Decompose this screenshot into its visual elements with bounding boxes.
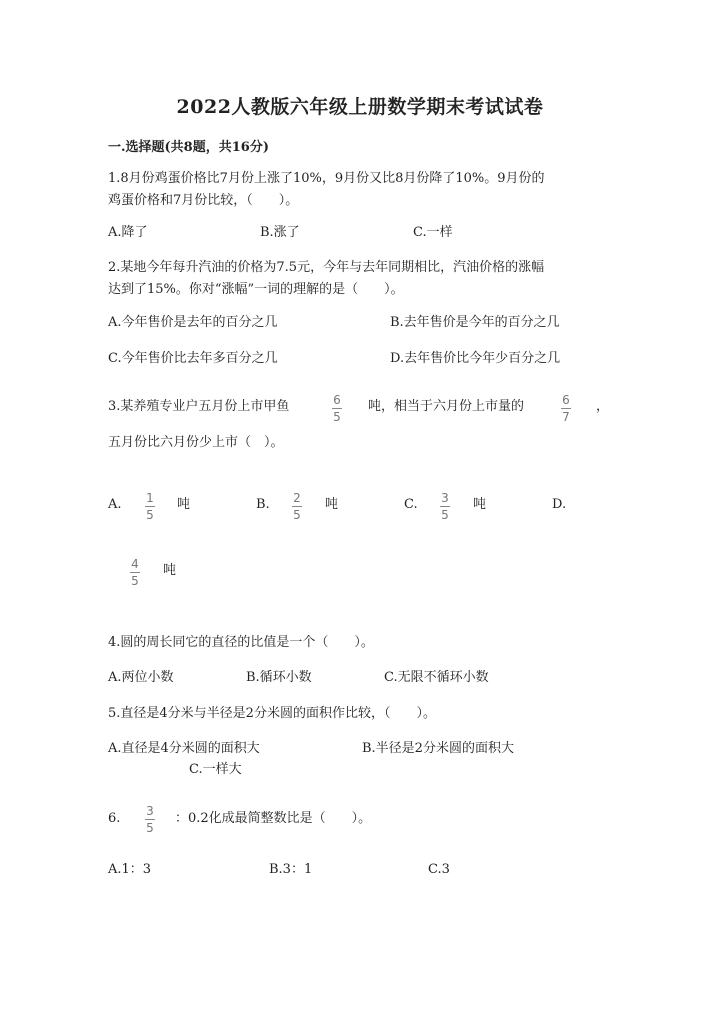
- q2-option-c[interactable]: C.今年售价比去年多百分之几: [108, 351, 278, 366]
- fraction-denominator: 5: [293, 508, 301, 522]
- q3-option-d-unit: 吨: [163, 563, 177, 578]
- q3-option-a-unit: 吨: [177, 497, 191, 512]
- q1-option-c[interactable]: C.一样: [413, 225, 453, 240]
- q5-option-c[interactable]: C.一样大: [189, 762, 242, 777]
- q2-text-line1: 2.某地今年每升汽油的价格为7.5元，今年与去年同期相比，汽油价格的涨幅: [108, 260, 545, 275]
- q2-option-b[interactable]: B.去年售价是今年的百分之几: [390, 315, 560, 330]
- q6-option-b[interactable]: B.3：1: [269, 862, 313, 877]
- fraction-bar: [561, 408, 571, 409]
- q3-option-b-unit: 吨: [325, 497, 339, 512]
- fraction-denominator: 5: [441, 508, 449, 522]
- q4-text: 4.圆的周长同它的直径的比值是一个（ ）。: [108, 635, 374, 650]
- q1-text-line2: 鸡蛋价格和7月份比较，（ ）。: [108, 193, 299, 208]
- q4-option-b[interactable]: B.循环小数: [246, 670, 312, 685]
- q3-option-b-label[interactable]: B.: [256, 497, 270, 512]
- q3-option-c-label[interactable]: C.: [404, 497, 418, 512]
- q2-option-a[interactable]: A.今年售价是去年的百分之几: [108, 315, 278, 330]
- fraction-bar: [292, 506, 302, 507]
- q6-option-a[interactable]: A.1：3: [108, 862, 152, 877]
- fraction-numerator: 4: [131, 557, 139, 571]
- fraction-numerator: 1: [146, 491, 154, 505]
- q1-text-line1: 1.8月份鸡蛋价格比7月份上涨了10%，9月份又比8月份降了10%。9月份的: [108, 171, 545, 186]
- q3-fraction-six-fifths: [332, 393, 342, 424]
- q4-option-c[interactable]: C.无限不循环小数: [384, 670, 489, 685]
- fraction-numerator: 6: [333, 393, 341, 407]
- q1-option-b[interactable]: B.涨了: [260, 225, 300, 240]
- fraction-denominator: 5: [146, 508, 154, 522]
- fraction-bar: [332, 408, 342, 409]
- q2-option-d[interactable]: D.去年售价比今年少百分之几: [390, 351, 561, 366]
- q6-fraction-three-fifths: [145, 804, 155, 835]
- q1-option-a[interactable]: A.降了: [108, 225, 148, 240]
- fraction-numerator: 6: [562, 393, 570, 407]
- q3-text-line2: 五月份比六月份少上市（ ）。: [108, 435, 284, 450]
- q3-option-c-fraction: [440, 491, 450, 522]
- q3-option-a-label[interactable]: A.: [108, 497, 122, 512]
- q3-option-d-label[interactable]: D.: [552, 497, 567, 512]
- section-heading: 一.选择题(共8题，共16分): [108, 140, 269, 155]
- fraction-bar: [440, 506, 450, 507]
- page-title: 2022人教版六年级上册数学期末考试试卷: [176, 96, 544, 118]
- q5-option-a[interactable]: A.直径是4分米圆的面积大: [108, 741, 260, 756]
- fraction-denominator: 5: [146, 821, 154, 835]
- q6-text: ：0.2化成最简整数比是（ ）。: [175, 811, 372, 826]
- fraction-denominator: 5: [131, 574, 139, 588]
- fraction-numerator: 2: [293, 491, 301, 505]
- fraction-numerator: 3: [441, 491, 449, 505]
- fraction-bar: [145, 819, 155, 820]
- q3-text-part1: 3.某养殖专业户五月份上市甲鱼: [108, 399, 290, 414]
- q6-option-c[interactable]: C.3: [428, 862, 450, 877]
- q4-option-a[interactable]: A.两位小数: [108, 670, 174, 685]
- q2-text-line2: 达到了15%。你对“涨幅”一词的理解的是（ ）。: [108, 282, 404, 297]
- fraction-denominator: 5: [333, 410, 341, 424]
- q3-option-c-unit: 吨: [473, 497, 487, 512]
- fraction-numerator: 3: [146, 804, 154, 818]
- q3-option-a-fraction: [145, 491, 155, 522]
- fraction-denominator: 7: [562, 410, 570, 424]
- q3-text-part2: 吨，相当于六月份上市量的: [368, 399, 525, 414]
- q3-option-d-fraction: [130, 557, 140, 588]
- q3-fraction-six-sevenths: [561, 393, 571, 424]
- q3-text-part3: ，: [596, 399, 610, 414]
- q3-option-b-fraction: [292, 491, 302, 522]
- fraction-bar: [130, 572, 140, 573]
- q5-text: 5.直径是4分米与半径是2分米圆的面积作比较，（ ）。: [108, 706, 436, 721]
- q5-option-b[interactable]: B.半径是2分米圆的面积大: [362, 741, 514, 756]
- fraction-bar: [145, 506, 155, 507]
- q6-label: 6.: [108, 811, 121, 826]
